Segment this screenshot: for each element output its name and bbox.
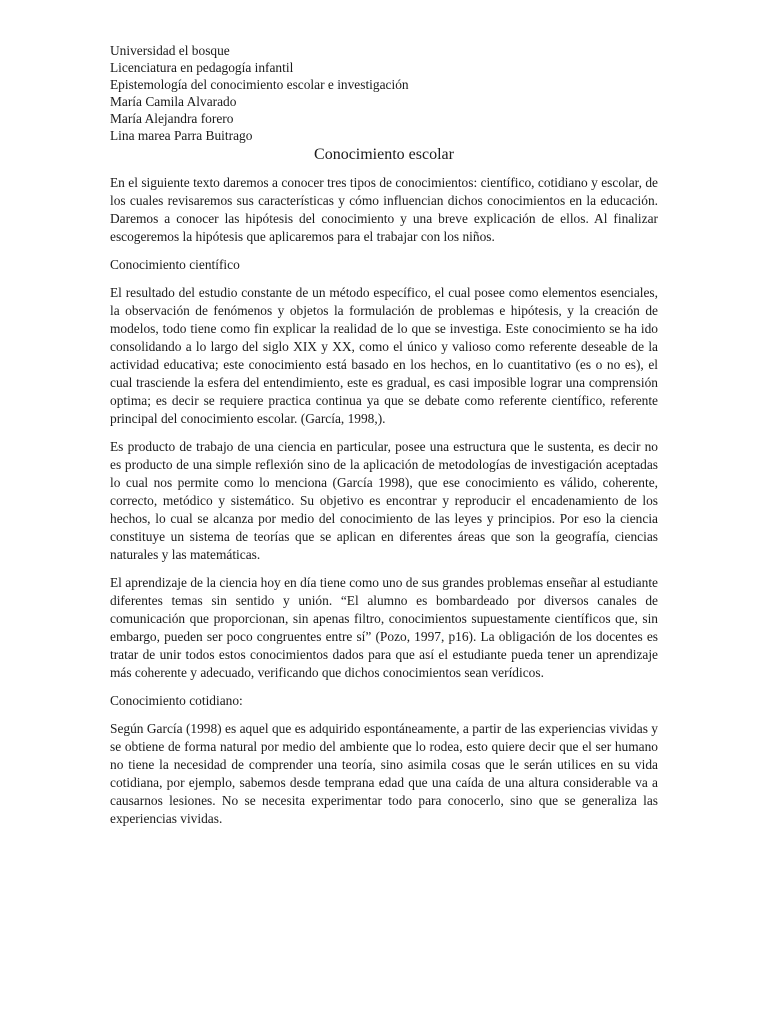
program-name: Licenciatura en pedagogía infantil xyxy=(110,60,294,75)
author-name: Lina marea Parra Buitrago xyxy=(110,128,253,143)
section-scientific xyxy=(110,256,658,682)
author-name: María Alejandra forero xyxy=(110,111,234,126)
university-name: Universidad el bosque xyxy=(110,43,230,58)
section-heading: Conocimiento científico xyxy=(110,257,240,272)
body-paragraph: Según García (1998) es aquel que es adquirido espontáneamente, a partir de las experiencias vividas y se obtiene de forma natural por medio del ambiente que lo rodea, esto quiere decir que el ser humano no tiene la necesidad de comprender una teoría, sino asimila cosas que le serán utilices en su vida cotidiana, por ejemplo, sabemos desde temprana edad que una caída de una altura considerable va a causarnos lesiones. No se necesita experimentar todo para conocerlo, sino que se generaliza las experiencias vividas. xyxy=(110,721,658,826)
section-heading: Conocimiento cotidiano: xyxy=(110,693,243,708)
body-paragraph: El aprendizaje de la ciencia hoy en día tiene como uno de sus grandes problemas enseñar al estudiante diferentes temas sin sentido y unión. “El alumno es bombardeado por diversos canales de comunicación que proporcionan, sin apenas filtro, conocimientos supuestamente científicos que, sin embargo, pueden ser poco congruentes entre sí” (Pozo, 1997, p16). La obligación de los docentes es tratar de unir todos estos conocimientos dados para que así el estudiante pueda tener un aprendizaje más coherente y adecuado, verificando que dichos conocimientos sean verídicos. xyxy=(110,575,658,680)
author-name: María Camila Alvarado xyxy=(110,94,237,109)
body-paragraph: El resultado del estudio constante de un método específico, el cual posee como elementos esenciales, la observación de fenómenos y objetos la formulación de problemas e hipótesis, y la creación de modelos, todo tiene como fin explicar la realidad de lo que se investiga. Este conocimiento se ha ido consolidando a lo largo del siglo XIX y XX, como el único y valioso como referente deseable de la actividad educativa; este conocimiento está basado en los hechos, en lo cuantitativo (es o no es), el cual trasciende la esfera del entendimiento, este es gradual, es casi imposible lograr una comprensión optima; es decir se requiere practica continua ya que se debate como referente científico, referente principal del conocimiento escolar. (García, 1998,). xyxy=(110,285,658,426)
document-title: Conocimiento escolar xyxy=(314,146,454,163)
body-paragraph: Es producto de trabajo de una ciencia en particular, posee una estructura que le sustenta, es decir no es producto de una simple reflexión sino de la aplicación de metodologías de investigación aceptadas lo cual nos permite como lo menciona (García 1998), que ese conocimiento es válido, coherente, correcto, metódico y sistemático. Su objetivo es encontrar y reproducir el encadenamiento de los hechos, lo cual se alcanza por medio del conocimiento de las leyes y principios. Por eso la ciencia constituye un sistema de teorías que se aplican en diferentes áreas que son la geografía, ciencias naturales y las matemáticas. xyxy=(110,439,658,562)
document-page xyxy=(110,42,658,838)
intro-paragraph: En el siguiente texto daremos a conocer tres tipos de conocimientos: científico, cotidiano y escolar, de los cuales revisaremos sus características y cómo influencian dichos conocimientos en la educación. Daremos a conocer las hipótesis del conocimiento y una breve explicación de ellos. Al finalizar escogeremos la hipótesis que aplicaremos para el trabajar con los niños. xyxy=(110,175,658,244)
section-everyday xyxy=(110,692,658,828)
document-header xyxy=(110,42,658,144)
course-name: Epistemología del conocimiento escolar e investigación xyxy=(110,77,409,92)
